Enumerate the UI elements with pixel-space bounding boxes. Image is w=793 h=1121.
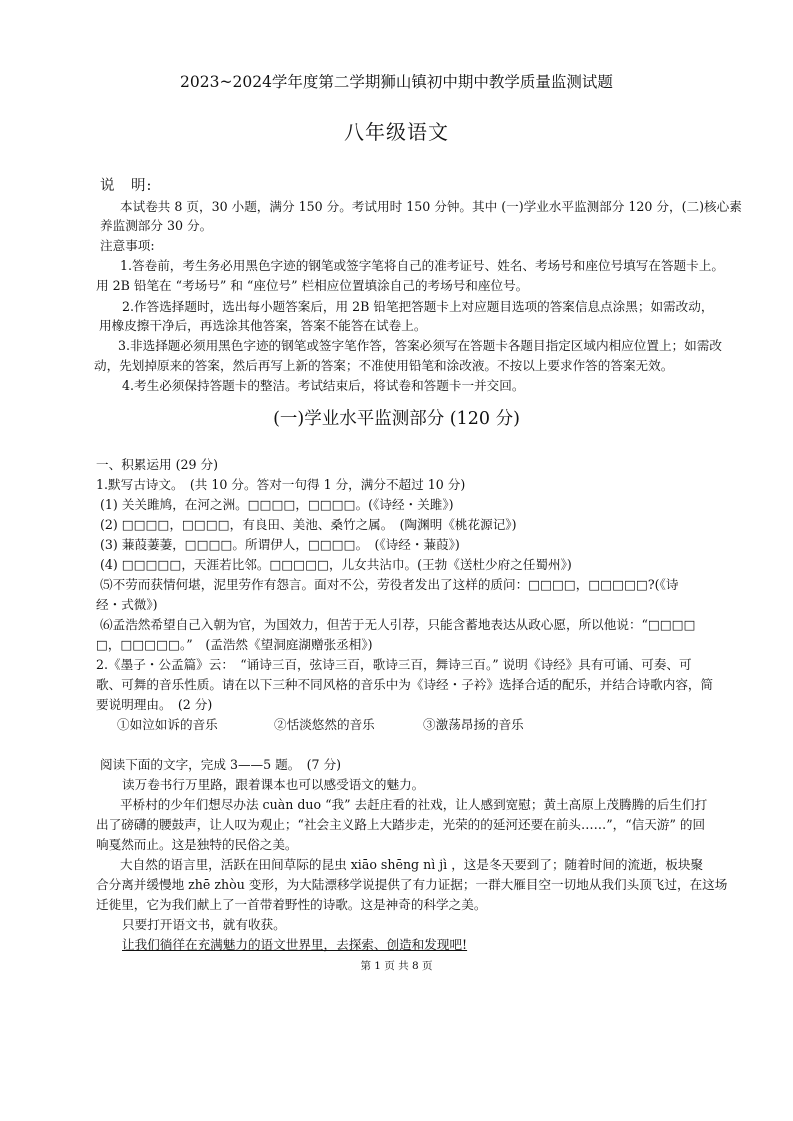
notice-item-3-line1: 3.非选择题必须用黑色字迹的钢笔或签字笔作答，答案必须写在答题卡各题目指定区域内相应位置上；如需改 [118,338,722,353]
notice-item-2-line1: 2.作答选择题时，选出每小题答案后，用 2B 铅笔把答题卡上对应题目选项的答案信息点涂黑；如需改动， [122,299,714,314]
question-1-item-4: (4) □□□□□，天涯若比邻。□□□□□，儿女共沾巾。(王勃《送杜少府之任蜀州》) [100,557,572,572]
notice-item-1-line2: 用 2B 铅笔在 “考场号” 和 “座位号” 栏相应位置填涂自己的考场号和座位号。 [96,278,529,293]
question-2-line2: 歌、可舞的音乐性质。请在以下三种不同风格的音乐中为《诗经・子衿》选择合适的配乐，并结合诗歌内容，简 [96,677,714,692]
passage-paragraph-2-line2: 出了磅礴的腰鼓声，让人叹为观止；“社会主义路上大踏步走，光荣的的延河还要在前头……”，“信天游” 的回 [96,817,706,832]
notice-item-3-line2: 动，先划掉原来的答案，然后再写上新的答案；不准使用铅笔和涂改液。不按以上要求作答的答案无效。 [94,358,674,373]
notice-item-2-line2: 用橡皮擦干净后，再选涂其他答案，答案不能答在试卷上。 [99,318,427,333]
question-1-item-1: (1) 关关雎鸠，在河之洲。□□□□，□□□□。(《诗经・关雎》) [100,497,454,512]
passage-paragraph-1: 读万卷书行万里路，跟着课本也可以感受语文的魅力。 [122,777,425,792]
subject-title: 八年级语文 [344,120,449,144]
notice-heading: 注意事项: [100,238,155,253]
question-1-item-5-line1: ⑸不劳而获情何堪，泥里劳作有怨言。面对不公，劳役者发出了这样的质问：□□□□，□□□□□?(《诗 [100,577,679,592]
section-title: (一)学业水平监测部分 (120 分) [273,409,520,429]
question-2-line1: 2.《墨子・公孟篇》云： “诵诗三百，弦诗三百，歌诗三百，舞诗三百。” 说明《诗经》具有可诵、可奏、可 [96,657,692,672]
question-1-intro: 1.默写古诗文。 (共 10 分。答对一句得 1 分，满分不超过 10 分) [96,477,466,492]
question-2-line3: 要说明理由。 (2 分) [96,697,213,712]
question-1-item-2: (2) □□□□，□□□□，有良田、美池、桑竹之属。 (陶渊明《桃花源记》) [100,517,517,532]
passage-paragraph-2-line1: 平桥村的少年们想尽办法 cuàn duo “我” 去赶庄看的社戏，让人感到宽慰；黄土高原上茂腾腾的后生们打 [120,797,708,812]
instructions-heading: 说 明: [100,178,153,194]
passage-paragraph-2-line3: 响戛然而止。这是独特的民俗之美。 [96,837,298,852]
passage-paragraph-3-line2: 合分离并缓慢地 zhē zhòu 变形，为大陆漂移学说提供了有力证据；一群大雁目空一切地从我们头顶飞过，在这场 [96,877,728,892]
passage-paragraph-3-line3: 迁徙里，它为我们献上了一首带着野性的诗歌。这是神奇的科学之美。 [96,897,487,912]
question-1-item-6-line1: ⑹孟浩然希望自己入朝为官，为国效力，但苦于无人引荐，只能含蓄地表达从政心愿，所以他说：“□□□□ [100,617,696,632]
part-heading: 一、积累运用 (29 分) [96,457,219,472]
instructions-paragraph-line1: 本试卷共 8 页，30 小题，满分 150 分。考试用时 150 分钟。其中 (一)学业水平监测部分 120 分，(二)核心素 [120,199,742,214]
music-option-1: ①如泣如诉的音乐 [117,717,218,732]
notice-item-4: 4.考生必须保持答题卡的整洁。考试结束后，将试卷和答题卡一并交回。 [122,378,525,393]
question-1-item-5-line2: 经・式微》) [96,597,158,612]
music-option-2: ②恬淡悠然的音乐 [274,717,375,732]
question-1-item-6-line2: □，□□□□□。” (孟浩然《望洞庭湖赠张丞相》) [96,637,373,652]
instructions-paragraph-line2: 养监测部分 30 分。 [100,218,213,233]
passage-paragraph-4: 只要打开语文书，就有收获。 [122,917,286,932]
notice-item-1-line1: 1.答卷前，考生务必用黑色字迹的钢笔或签字笔将自己的准考证号、姓名、考场号和座位号填写在答题卡上。 [120,258,724,273]
exam-title: 2023~2024学年度第二学期狮山镇初中期中教学质量监测试题 [180,73,613,91]
music-option-3: ③激荡昂扬的音乐 [423,717,524,732]
passage-paragraph-3-line1: 大自然的语言里，活跃在田间草际的昆虫 xiāo shēng nì jì ，这是冬天要到了；随着时间的流逝，板块聚 [120,857,704,872]
page-footer: 第 1 页 共 8 页 [360,960,433,972]
question-1-item-3: (3) 蒹葭萋萋，□□□□。所谓伊人，□□□□。 (《诗经・蒹葭》) [100,537,460,552]
reading-intro: 阅读下面的文字，完成 3——5 题。 (7 分) [100,757,342,772]
passage-paragraph-5: 让我们徜徉在充满魅力的语文世界里，去探索、创造和发现吧! [122,937,468,952]
